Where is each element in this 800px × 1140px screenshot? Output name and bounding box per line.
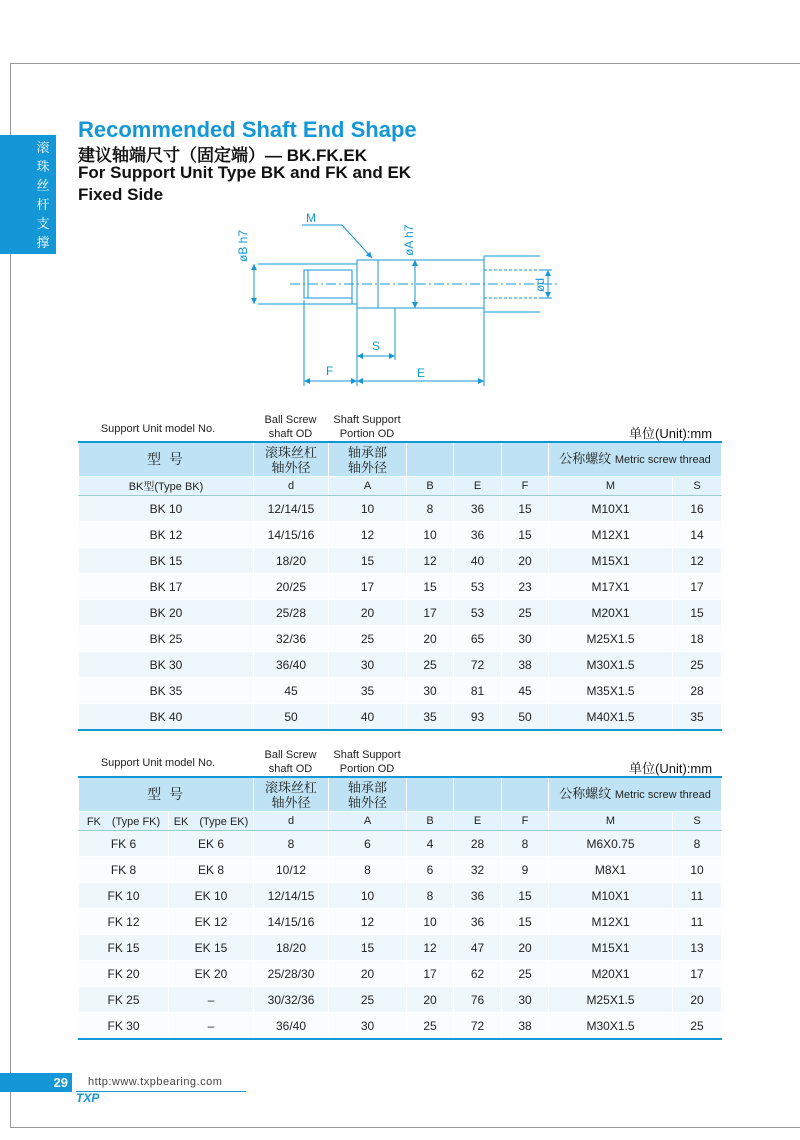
fk-sub-d: d: [254, 812, 329, 831]
label-M: M: [306, 211, 316, 225]
bk-hdr-blank-f: [502, 442, 549, 477]
fk-sub-type-ek: EK (Type EK): [169, 812, 254, 831]
side-tab-char: 杆: [36, 198, 50, 213]
table-cell: 30: [502, 987, 549, 1013]
table-cell: 12: [329, 522, 407, 548]
table-cell: 25: [407, 1013, 454, 1040]
table-cell: 15: [407, 574, 454, 600]
title-cn: 建议轴端尺寸（固定端）— BK.FK.EK: [78, 146, 367, 165]
bk-header-support-1: Shaft Support: [333, 414, 401, 426]
fk-sub-s: S: [673, 812, 722, 831]
table-cell: 28: [454, 831, 502, 857]
table-cell: 25: [673, 1013, 722, 1040]
table-cell: 10: [407, 522, 454, 548]
table-cell: FK 12: [79, 909, 169, 935]
side-tab-char: 支: [36, 217, 50, 232]
fk-hdr-blank-b: [407, 777, 454, 812]
title-line2: For Support Unit Type BK and FK and EK: [78, 163, 412, 182]
table-cell: 36/40: [254, 652, 329, 678]
bk-unit: 单位(Unit):mm: [629, 426, 713, 441]
table-cell: EK 6: [169, 831, 254, 857]
table-cell: 8: [329, 857, 407, 883]
table-cell: 50: [502, 704, 549, 731]
table-cell: 65: [454, 626, 502, 652]
bk-header-ball-1: Ball Screw: [264, 414, 317, 426]
table-cell: BK 12: [79, 522, 254, 548]
table-cell: 93: [454, 704, 502, 731]
table-cell: 16: [673, 496, 722, 522]
fk-header-support-2: Portion OD: [339, 763, 395, 775]
shaft-drawing: [0, 0, 800, 400]
table-row: [79, 909, 722, 935]
label-d: ød: [533, 277, 547, 292]
table-cell: 25: [407, 652, 454, 678]
table-cell: 35: [329, 678, 407, 704]
table-row: [79, 1013, 722, 1040]
table-cell: EK 20: [169, 961, 254, 987]
table-cell: 4: [407, 831, 454, 857]
table-cell: 36: [454, 883, 502, 909]
table-cell: 8: [254, 831, 329, 857]
table-row: [79, 678, 722, 704]
table-row: [79, 626, 722, 652]
fk-header-support: [328, 748, 406, 776]
table-cell: M10X1: [549, 496, 673, 522]
bk-sub-f: F: [502, 477, 549, 496]
table-cell: 32: [454, 857, 502, 883]
bk-sub-b: B: [407, 477, 454, 496]
table-cell: FK 20: [79, 961, 169, 987]
table-cell: FK 8: [79, 857, 169, 883]
table-cell: 15: [502, 496, 549, 522]
table-cell: BK 25: [79, 626, 254, 652]
fk-header-ball-1: Ball Screw: [264, 749, 317, 761]
table-cell: 14/15/16: [254, 909, 329, 935]
table-row: [79, 961, 722, 987]
table-row: [79, 574, 722, 600]
table-cell: 25: [329, 626, 407, 652]
table-cell: 6: [407, 857, 454, 883]
table-cell: 45: [502, 678, 549, 704]
bk-sub-s: S: [673, 477, 722, 496]
fk-sub-a: A: [329, 812, 407, 831]
table-cell: 11: [673, 883, 722, 909]
label-E: E: [417, 366, 426, 380]
fk-sub-m: M: [549, 812, 673, 831]
table-cell: 32/36: [254, 626, 329, 652]
table-row: [79, 883, 722, 909]
table-cell: 23: [502, 574, 549, 600]
fk-header-model: Support Unit model No.: [100, 757, 216, 769]
table-cell: 36/40: [254, 1013, 329, 1040]
table-cell: 81: [454, 678, 502, 704]
table-cell: 15: [502, 883, 549, 909]
fk-sub-f: F: [502, 812, 549, 831]
fk-hdr-blank-f: [502, 777, 549, 812]
table-cell: 8: [407, 883, 454, 909]
table-cell: 76: [454, 987, 502, 1013]
table-cell: BK 10: [79, 496, 254, 522]
table-cell: 20/25: [254, 574, 329, 600]
label-B: øB h7: [236, 229, 250, 262]
table-cell: 15: [673, 600, 722, 626]
bk-sub-a: A: [329, 477, 407, 496]
table-cell: EK 8: [169, 857, 254, 883]
table-cell: 10: [329, 496, 407, 522]
table-cell: –: [169, 1013, 254, 1040]
table-cell: 36: [454, 522, 502, 548]
table-cell: 30: [407, 678, 454, 704]
table-cell: BK 40: [79, 704, 254, 731]
bk-hdr-blank-b: [407, 442, 454, 477]
table-cell: 12: [329, 909, 407, 935]
table-cell: 15: [502, 522, 549, 548]
table-cell: BK 17: [79, 574, 254, 600]
table-cell: 8: [502, 831, 549, 857]
table-cell: M35X1.5: [549, 678, 673, 704]
footer-brand: TXP: [76, 1091, 100, 1105]
table-cell: 72: [454, 1013, 502, 1040]
table-cell: BK 35: [79, 678, 254, 704]
fk-sub-row: [79, 812, 722, 831]
table-cell: 25: [502, 961, 549, 987]
table-cell: 18: [673, 626, 722, 652]
side-tab-char: 撑: [36, 236, 50, 251]
table-cell: M6X0.75: [549, 831, 673, 857]
title-line3: Fixed Side: [78, 185, 164, 204]
table-cell: 25: [329, 987, 407, 1013]
table-cell: 8: [673, 831, 722, 857]
table-cell: 47: [454, 935, 502, 961]
table-cell: 36: [454, 909, 502, 935]
table-cell: 40: [454, 548, 502, 574]
table-cell: FK 25: [79, 987, 169, 1013]
table-cell: M10X1: [549, 883, 673, 909]
fk-header-row: [79, 777, 722, 812]
table-cell: 50: [254, 704, 329, 731]
table-cell: 10: [329, 883, 407, 909]
table-row: [79, 548, 722, 574]
bk-table: [78, 441, 722, 731]
table-cell: 20: [329, 961, 407, 987]
table-cell: 53: [454, 600, 502, 626]
table-cell: 30/32/36: [254, 987, 329, 1013]
fk-hdr-support-cn: 轴承部 轴外径: [329, 777, 407, 812]
table-cell: M20X1: [549, 600, 673, 626]
table-cell: FK 6: [79, 831, 169, 857]
table-cell: M25X1.5: [549, 987, 673, 1013]
label-F: F: [326, 364, 334, 378]
table-cell: 30: [329, 652, 407, 678]
table-cell: 9: [502, 857, 549, 883]
bk-sub-type: BK型(Type BK): [79, 477, 254, 496]
bk-header-ball: [253, 413, 328, 441]
table-row: [79, 987, 722, 1013]
bk-header-model: Support Unit model No.: [100, 423, 216, 435]
table-cell: 10: [407, 909, 454, 935]
table-cell: 12: [673, 548, 722, 574]
page-number: 29: [0, 1073, 72, 1092]
label-S: S: [372, 339, 381, 353]
table-cell: 17: [673, 574, 722, 600]
bk-sub-d: d: [254, 477, 329, 496]
table-cell: M17X1: [549, 574, 673, 600]
fk-sub-e: E: [454, 812, 502, 831]
table-cell: 12: [407, 548, 454, 574]
table-cell: 6: [329, 831, 407, 857]
bk-header-support-2: Portion OD: [339, 428, 395, 440]
table-cell: BK 15: [79, 548, 254, 574]
table-cell: 14: [673, 522, 722, 548]
table-cell: 20: [502, 935, 549, 961]
table-cell: 25/28/30: [254, 961, 329, 987]
fk-table: [78, 776, 722, 1040]
table-cell: 17: [407, 600, 454, 626]
table-cell: 20: [329, 600, 407, 626]
table-cell: 30: [502, 626, 549, 652]
table-cell: 25: [673, 652, 722, 678]
table-cell: 28: [673, 678, 722, 704]
table-cell: 45: [254, 678, 329, 704]
table-cell: 20: [502, 548, 549, 574]
table-row: [79, 704, 722, 731]
side-tab-char: 篇: [36, 255, 50, 270]
fk-header-support-1: Shaft Support: [333, 749, 401, 761]
table-cell: 35: [407, 704, 454, 731]
bk-hdr-type: 型 号: [79, 442, 254, 477]
table-cell: 40: [329, 704, 407, 731]
table-row: [79, 600, 722, 626]
bk-sub-row: [79, 477, 722, 496]
table-cell: M25X1.5: [549, 626, 673, 652]
table-cell: 18/20: [254, 548, 329, 574]
fk-hdr-ball-cn: 滚珠丝杠 轴外径: [254, 777, 329, 812]
fk-hdr-blank-e: [454, 777, 502, 812]
table-cell: FK 15: [79, 935, 169, 961]
bk-sub-e: E: [454, 477, 502, 496]
fk-hdr-thread: 公称螺纹 Metric screw thread: [549, 777, 722, 812]
table-cell: BK 20: [79, 600, 254, 626]
table-cell: M15X1: [549, 548, 673, 574]
table-cell: –: [169, 987, 254, 1013]
table-cell: EK 12: [169, 909, 254, 935]
footer-divider: [76, 1091, 246, 1092]
table-cell: 38: [502, 652, 549, 678]
table-row: [79, 652, 722, 678]
bk-sub-m: M: [549, 477, 673, 496]
table-cell: 25: [502, 600, 549, 626]
table-row: [79, 857, 722, 883]
bk-hdr-ball-cn: 滚珠丝杠 轴外径: [254, 442, 329, 477]
table-cell: M12X1: [549, 909, 673, 935]
fk-header-ball-2: shaft OD: [268, 763, 313, 775]
bk-hdr-support-cn: 轴承部 轴外径: [329, 442, 407, 477]
table-cell: 30: [329, 1013, 407, 1040]
table-cell: 12: [407, 935, 454, 961]
table-cell: 10: [673, 857, 722, 883]
table-cell: M30X1.5: [549, 1013, 673, 1040]
fk-header-ball: [253, 748, 328, 776]
table-cell: M12X1: [549, 522, 673, 548]
table-cell: 17: [407, 961, 454, 987]
table-row: [79, 522, 722, 548]
table-cell: 15: [329, 935, 407, 961]
table-cell: M40X1.5: [549, 704, 673, 731]
table-cell: 72: [454, 652, 502, 678]
table-cell: 36: [454, 496, 502, 522]
footer-url[interactable]: http:www.txpbearing.com: [88, 1076, 223, 1088]
bk-hdr-blank-e: [454, 442, 502, 477]
table-row: [79, 496, 722, 522]
table-cell: 20: [673, 987, 722, 1013]
table-cell: 14/15/16: [254, 522, 329, 548]
table-cell: M30X1.5: [549, 652, 673, 678]
side-tab-char: 滚: [36, 141, 50, 156]
table-cell: 8: [407, 496, 454, 522]
table-cell: M8X1: [549, 857, 673, 883]
table-cell: EK 15: [169, 935, 254, 961]
table-cell: 18/20: [254, 935, 329, 961]
fk-unit: 单位(Unit):mm: [629, 761, 713, 776]
table-cell: M15X1: [549, 935, 673, 961]
side-tab-char: 珠: [36, 160, 50, 175]
table-cell: BK 30: [79, 652, 254, 678]
table-cell: 10/12: [254, 857, 329, 883]
table-cell: 15: [329, 548, 407, 574]
table-cell: 13: [673, 935, 722, 961]
table-cell: 38: [502, 1013, 549, 1040]
bk-header-ball-2: shaft OD: [268, 428, 313, 440]
label-A: øA h7: [402, 224, 416, 256]
table-cell: FK 30: [79, 1013, 169, 1040]
table-cell: 25/28: [254, 600, 329, 626]
table-cell: 12/14/15: [254, 883, 329, 909]
table-cell: 62: [454, 961, 502, 987]
bk-hdr-thread: 公称螺纹 Metric screw thread: [549, 442, 722, 477]
table-cell: 20: [407, 626, 454, 652]
table-cell: 17: [673, 961, 722, 987]
bk-header-support: [328, 413, 406, 441]
side-tab-char: 丝: [36, 179, 50, 194]
table-cell: M20X1: [549, 961, 673, 987]
bk-header-row: [79, 442, 722, 477]
table-cell: 53: [454, 574, 502, 600]
table-cell: 20: [407, 987, 454, 1013]
table-cell: 15: [502, 909, 549, 935]
page-title: Recommended Shaft End Shape: [78, 117, 417, 142]
table-row: [79, 831, 722, 857]
fk-sub-b: B: [407, 812, 454, 831]
table-cell: EK 10: [169, 883, 254, 909]
table-cell: 11: [673, 909, 722, 935]
table-cell: FK 10: [79, 883, 169, 909]
table-cell: 35: [673, 704, 722, 731]
table-cell: 12/14/15: [254, 496, 329, 522]
table-cell: 17: [329, 574, 407, 600]
table-row: [79, 935, 722, 961]
fk-sub-type-fk: FK (Type FK): [79, 812, 169, 831]
fk-hdr-type: 型 号: [79, 777, 254, 812]
